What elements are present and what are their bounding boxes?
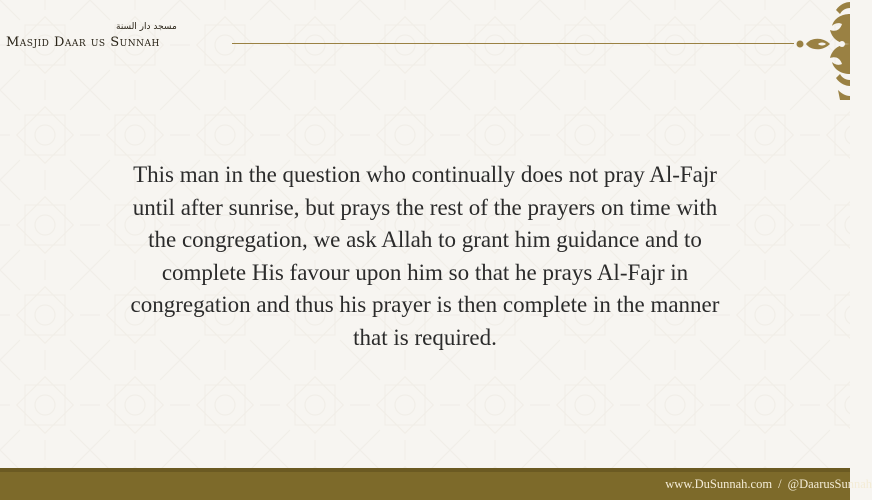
- logo-arabic-text: مسجد دار السنة: [116, 22, 177, 32]
- quote-line: the congregation, we ask Allah to grant him guidance and to: [148, 227, 702, 252]
- footer-top-stripe: [0, 468, 850, 472]
- logo-name-text: Masjid Daar us Sunnah: [6, 35, 160, 50]
- footer-links: [665, 477, 872, 492]
- quote-line: This man in the question who continually does not pray Al-Fajr: [133, 162, 717, 187]
- website-link[interactable]: www.DuSunnah.com: [665, 477, 773, 491]
- header: [0, 0, 850, 90]
- footer-bar: [0, 468, 872, 500]
- social-handle-link[interactable]: @DaarusSunnah: [787, 477, 872, 491]
- quote-line: complete His favour upon him so that he prays Al-Fajr in: [161, 259, 689, 285]
- quote-line: that is required.: [353, 324, 497, 350]
- quote-text: [60, 159, 790, 354]
- footer-separator: /: [778, 477, 782, 491]
- quote-line: until after sunrise, but prays the rest of the prayers on time with: [132, 194, 718, 220]
- floral-ornament-icon: [790, 0, 850, 100]
- header-divider: [232, 43, 794, 44]
- quote-line: congregation and thus his prayer is then complete in the manner: [130, 292, 720, 317]
